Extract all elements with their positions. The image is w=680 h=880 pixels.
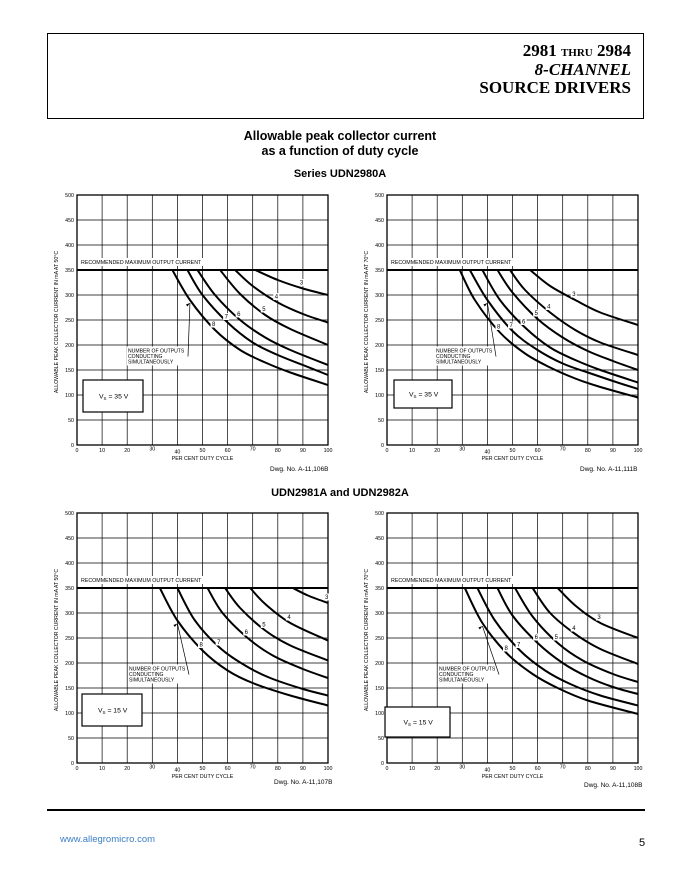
- x-tick-label: 80: [274, 766, 281, 772]
- x-axis-label: PER CENT DUTY CYCLE: [481, 456, 544, 462]
- series-label: 8: [504, 646, 508, 652]
- y-tick-label: 0: [381, 761, 384, 767]
- x-tick-label: 20: [124, 448, 131, 454]
- series-line-4: [510, 270, 638, 355]
- x-tick-label: 80: [274, 448, 281, 454]
- x-tick-label: 40: [174, 767, 181, 774]
- y-tick-label: 50: [68, 418, 74, 424]
- series-label: 4: [547, 304, 551, 311]
- y-tick-label: 450: [375, 536, 384, 542]
- x-tick-label: 10: [409, 448, 416, 454]
- y-tick-label: 500: [375, 511, 384, 517]
- y-tick-label: 400: [65, 561, 74, 567]
- series-label: 8: [212, 322, 216, 328]
- x-tick-label: 100: [633, 766, 643, 772]
- product-subtitle-1: 8-CHANNEL: [534, 60, 631, 79]
- x-tick-label: 70: [249, 764, 256, 771]
- y-tick-label: 300: [375, 611, 384, 617]
- y-tick-label: 250: [65, 636, 74, 642]
- vs-label: $V_S = 15$ V: [403, 719, 433, 727]
- y-tick-label: 150: [375, 686, 384, 692]
- x-axis-label: PER CENT DUTY CYCLE: [481, 774, 544, 780]
- title-suffix: 2984: [597, 41, 631, 60]
- y-tick-label: 350: [65, 586, 74, 592]
- dwg-number: Dwg. No. A-11,107B: [274, 779, 333, 786]
- x-tick-label: 10: [99, 448, 106, 454]
- y-tick-label: 300: [375, 293, 384, 299]
- x-tick-label: 100: [323, 448, 333, 454]
- x-tick-label: 60: [224, 448, 231, 454]
- arrow-head: [173, 624, 177, 628]
- outputs-note-line: CONDUCTING: [439, 672, 474, 678]
- x-tick-label: 80: [584, 766, 591, 772]
- y-tick-label: 300: [65, 611, 74, 617]
- outputs-note-line: NUMBER OF OUTPUTS: [439, 666, 496, 673]
- series-line-3: [530, 270, 638, 325]
- chart-udn2981a-50c: [47, 508, 347, 798]
- series-label: 8: [496, 324, 501, 331]
- x-tick-label: 60: [224, 766, 231, 772]
- x-tick-label: 50: [509, 448, 516, 454]
- vs-label: $V_S = 35$ V: [409, 391, 439, 399]
- series-label: 5: [554, 635, 559, 641]
- series-label: 6: [534, 635, 538, 641]
- header-box: [47, 33, 644, 119]
- arrow-head: [478, 626, 482, 630]
- y-tick-label: 400: [65, 243, 74, 249]
- y-tick-label: 500: [375, 193, 384, 199]
- y-tick-label: 250: [65, 318, 74, 324]
- y-tick-label: 300: [65, 293, 74, 299]
- chart-udn2981a-70c: [357, 508, 657, 798]
- x-tick-label: 20: [434, 448, 441, 454]
- outputs-note-line: SIMULTANEOUSLY: [439, 677, 485, 684]
- y-tick-label: 500: [65, 511, 74, 517]
- page-number: 5: [639, 837, 646, 849]
- x-tick-label: 40: [484, 767, 491, 774]
- vs-label: $V_S = 35$ V: [99, 393, 129, 401]
- dwg-number: Dwg. No. A-11,106B: [270, 466, 329, 473]
- y-axis-label: ALLOWABLE PEAK COLLECTOR CURRENT IN mA AT 50°C: [54, 250, 60, 394]
- x-tick-label: 40: [174, 449, 181, 456]
- x-tick-label: 40: [484, 449, 491, 456]
- x-tick-label: 100: [323, 766, 333, 772]
- title-thru: THRU: [560, 47, 593, 59]
- chart-udn2980a-50c: [47, 190, 347, 480]
- x-tick-label: 30: [459, 446, 466, 453]
- x-tick-label: 70: [559, 446, 566, 453]
- series-label: 8: [199, 642, 203, 649]
- x-tick-label: 60: [534, 448, 541, 454]
- product-title: [523, 42, 631, 62]
- series-label: 5: [262, 307, 266, 313]
- footer-url-link[interactable]: www.allegromicro.com: [60, 834, 156, 845]
- series-label: 6: [237, 312, 241, 318]
- y-tick-label: 0: [71, 761, 74, 767]
- y-tick-label: 350: [375, 586, 384, 592]
- series-label: 5: [262, 622, 266, 629]
- x-tick-label: 60: [534, 766, 541, 772]
- y-tick-label: 200: [65, 343, 74, 349]
- x-tick-label: 100: [633, 448, 643, 454]
- series-line-3: [255, 270, 328, 295]
- x-tick-label: 80: [584, 448, 591, 454]
- figure-title-line-1: Allowable peak collector current: [243, 129, 437, 143]
- y-tick-label: 450: [65, 218, 74, 224]
- y-tick-label: 150: [375, 368, 384, 374]
- x-tick-label: 0: [385, 448, 389, 454]
- series-label: 6: [522, 319, 526, 326]
- x-axis-label: PER CENT DUTY CYCLE: [171, 774, 234, 780]
- series-label: 5: [534, 311, 538, 317]
- outputs-note-line: CONDUCTING: [436, 354, 471, 360]
- title-prefix: 2981: [522, 41, 557, 60]
- x-tick-label: 0: [75, 766, 79, 772]
- vs-label: $V_S = 15$ V: [98, 707, 128, 715]
- x-tick-label: 0: [75, 448, 79, 454]
- series-label: 4: [274, 294, 279, 301]
- y-tick-label: 0: [381, 443, 384, 449]
- y-tick-label: 100: [65, 393, 74, 399]
- x-tick-label: 30: [149, 764, 156, 771]
- x-tick-label: 50: [199, 766, 206, 772]
- y-tick-label: 50: [378, 418, 384, 424]
- recommended-max-label: RECOMMENDED MAXIMUM OUTPUT CURRENT: [81, 260, 202, 266]
- series-line-5: [225, 588, 328, 661]
- series-line-8: [460, 270, 638, 398]
- x-tick-label: 50: [509, 766, 516, 772]
- y-tick-label: 450: [65, 536, 74, 542]
- arrow-head: [483, 303, 487, 307]
- section-title-bottom: UDN2981A and UDN2982A: [271, 487, 409, 499]
- outputs-note-line: CONDUCTING: [129, 672, 164, 678]
- outputs-note-line: NUMBER OF OUTPUTS: [128, 348, 185, 355]
- outputs-note-line: SIMULTANEOUSLY: [128, 359, 174, 366]
- x-tick-label: 20: [434, 766, 441, 772]
- series-label: 7: [224, 314, 228, 321]
- series-label: 3: [299, 280, 304, 287]
- series-label: 4: [287, 615, 291, 621]
- arrow-head: [186, 303, 190, 307]
- y-tick-label: 50: [378, 736, 384, 742]
- series-label: 3: [325, 595, 329, 601]
- y-tick-label: 150: [65, 368, 74, 374]
- y-tick-label: 350: [375, 268, 384, 274]
- y-tick-label: 100: [375, 711, 384, 717]
- recommended-max-label: RECOMMENDED MAXIMUM OUTPUT CURRENT: [391, 260, 512, 266]
- series-line-6: [197, 270, 328, 365]
- x-tick-label: 30: [459, 764, 466, 771]
- y-axis-label: ALLOWABLE PEAK COLLECTOR CURRENT IN mA AT 50°C: [54, 568, 60, 712]
- y-tick-label: 200: [65, 661, 74, 667]
- x-tick-label: 70: [249, 446, 256, 453]
- x-tick-label: 90: [299, 766, 306, 772]
- x-tick-label: 50: [199, 448, 206, 454]
- outputs-note-line: SIMULTANEOUSLY: [129, 677, 175, 684]
- x-tick-label: 10: [409, 766, 416, 772]
- series-line-4: [235, 270, 328, 323]
- outputs-note-line: NUMBER OF OUTPUTS: [129, 666, 186, 673]
- series-label: 4: [572, 626, 576, 632]
- y-tick-label: 350: [65, 268, 74, 274]
- y-tick-label: 0: [71, 443, 74, 449]
- x-tick-label: 0: [385, 766, 389, 772]
- y-tick-label: 450: [375, 218, 384, 224]
- series-label: 7: [217, 640, 221, 646]
- outputs-note-line: CONDUCTING: [128, 354, 163, 360]
- y-tick-label: 400: [375, 561, 384, 567]
- series-line-6: [482, 270, 638, 383]
- y-axis-label: ALLOWABLE PEAK COLLECTOR CURRENT IN mA AT 70°C: [364, 250, 370, 394]
- y-tick-label: 100: [375, 393, 384, 399]
- x-tick-label: 10: [99, 766, 106, 772]
- x-axis-label: PER CENT DUTY CYCLE: [171, 456, 234, 462]
- series-label: 6: [244, 630, 249, 636]
- y-tick-label: 200: [375, 343, 384, 349]
- product-subtitle-2: SOURCE DRIVERS: [479, 78, 631, 97]
- series-label: 3: [572, 292, 576, 298]
- series-label: 7: [517, 642, 521, 649]
- dwg-number: Dwg. No. A-11,111B: [580, 466, 638, 473]
- y-tick-label: 200: [375, 661, 384, 667]
- x-tick-label: 70: [559, 764, 566, 771]
- footer-rule: [47, 809, 645, 811]
- figure-title-line-2: as a function of duty cycle: [261, 144, 419, 158]
- y-tick-label: 100: [65, 711, 74, 717]
- y-tick-label: 250: [375, 636, 384, 642]
- dwg-number: Dwg. No. A-11,108B: [584, 782, 643, 789]
- x-tick-label: 20: [124, 766, 131, 772]
- recommended-max-label: RECOMMENDED MAXIMUM OUTPUT CURRENT: [391, 578, 512, 584]
- x-tick-label: 30: [149, 446, 156, 453]
- series-line-5: [220, 270, 328, 345]
- x-tick-label: 90: [609, 448, 616, 454]
- y-tick-label: 250: [375, 318, 384, 324]
- y-tick-label: 50: [68, 736, 74, 742]
- x-tick-label: 90: [609, 766, 616, 772]
- series-label: 7: [509, 323, 513, 329]
- series-line-3: [293, 588, 328, 603]
- x-tick-label: 90: [299, 448, 306, 454]
- series-label: 3: [597, 615, 601, 621]
- y-tick-label: 400: [375, 243, 384, 249]
- y-axis-label: ALLOWABLE PEAK COLLECTOR CURRENT IN mA AT 70°C: [364, 568, 370, 712]
- y-tick-label: 500: [65, 193, 74, 199]
- recommended-max-label: RECOMMENDED MAXIMUM OUTPUT CURRENT: [81, 578, 202, 584]
- section-title-top: Series UDN2980A: [293, 168, 387, 180]
- y-tick-label: 150: [65, 686, 74, 692]
- outputs-note-line: NUMBER OF OUTPUTS: [436, 348, 493, 355]
- outputs-note-line: SIMULTANEOUSLY: [436, 359, 482, 366]
- chart-udn2980a-70c: [357, 190, 657, 480]
